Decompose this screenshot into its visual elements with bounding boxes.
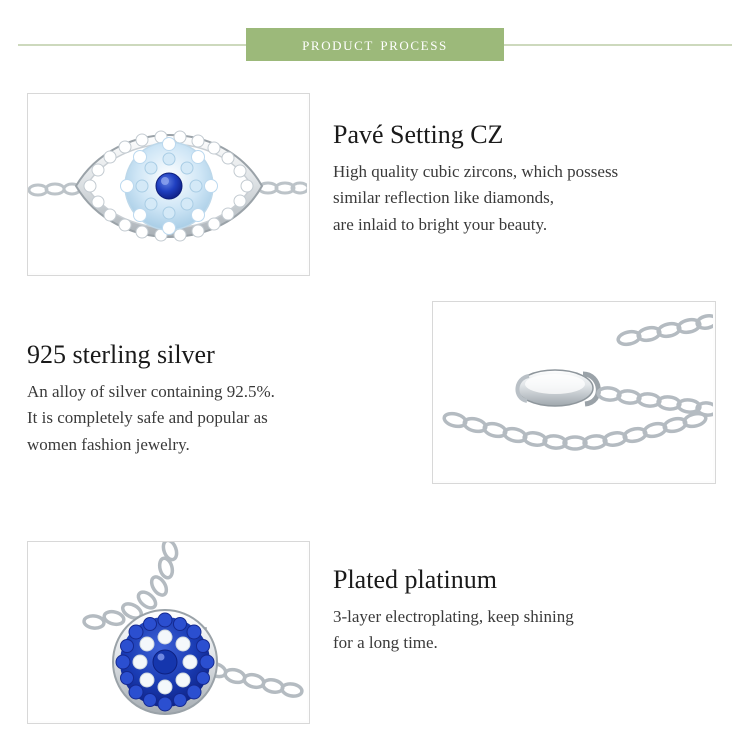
section-plated-platinum-text bbox=[333, 565, 733, 657]
section-1-body-line-1: High quality cubic zircons, which possess bbox=[333, 161, 619, 181]
page-header bbox=[0, 28, 750, 62]
chain-clasp-illustration bbox=[433, 302, 713, 481]
photo-canvas-3 bbox=[28, 542, 309, 723]
blue-cz-bracelet-illustration bbox=[28, 542, 307, 721]
section-2-title: 925 sterling silver bbox=[27, 340, 215, 369]
section-2-body bbox=[27, 379, 407, 458]
page-title: product process bbox=[302, 34, 448, 55]
section-3-title: Plated platinum bbox=[333, 565, 497, 594]
silver-chain-clasp-photo bbox=[432, 301, 716, 484]
section-pave-setting-cz-text bbox=[333, 120, 733, 238]
blue-cz-eye-bracelet-photo bbox=[27, 541, 310, 724]
evil-eye-pendant-closeup-photo bbox=[27, 93, 310, 276]
photo-canvas-1 bbox=[28, 94, 309, 275]
section-1-title: Pavé Setting CZ bbox=[333, 120, 504, 149]
section-3-body-line-2: for a long time. bbox=[333, 633, 438, 653]
section-2-body-line-2: It is completely safe and popular as bbox=[27, 408, 268, 428]
section-1-body bbox=[333, 159, 733, 238]
photo-canvas-2 bbox=[433, 302, 715, 483]
section-1-body-line-2: similar reflection like diamonds, bbox=[333, 188, 554, 208]
section-2-body-line-1: An alloy of silver containing 92.5%. bbox=[27, 381, 275, 401]
section-sterling-silver-text bbox=[27, 340, 407, 458]
section-1-body-line-3: are inlaid to bright your beauty. bbox=[333, 214, 548, 234]
section-3-body-line-1: 3-layer electroplating, keep shining bbox=[333, 606, 574, 626]
section-2-body-line-3: women fashion jewelry. bbox=[27, 434, 190, 454]
evil-eye-pendant-illustration bbox=[28, 94, 307, 273]
section-3-body bbox=[333, 604, 733, 657]
